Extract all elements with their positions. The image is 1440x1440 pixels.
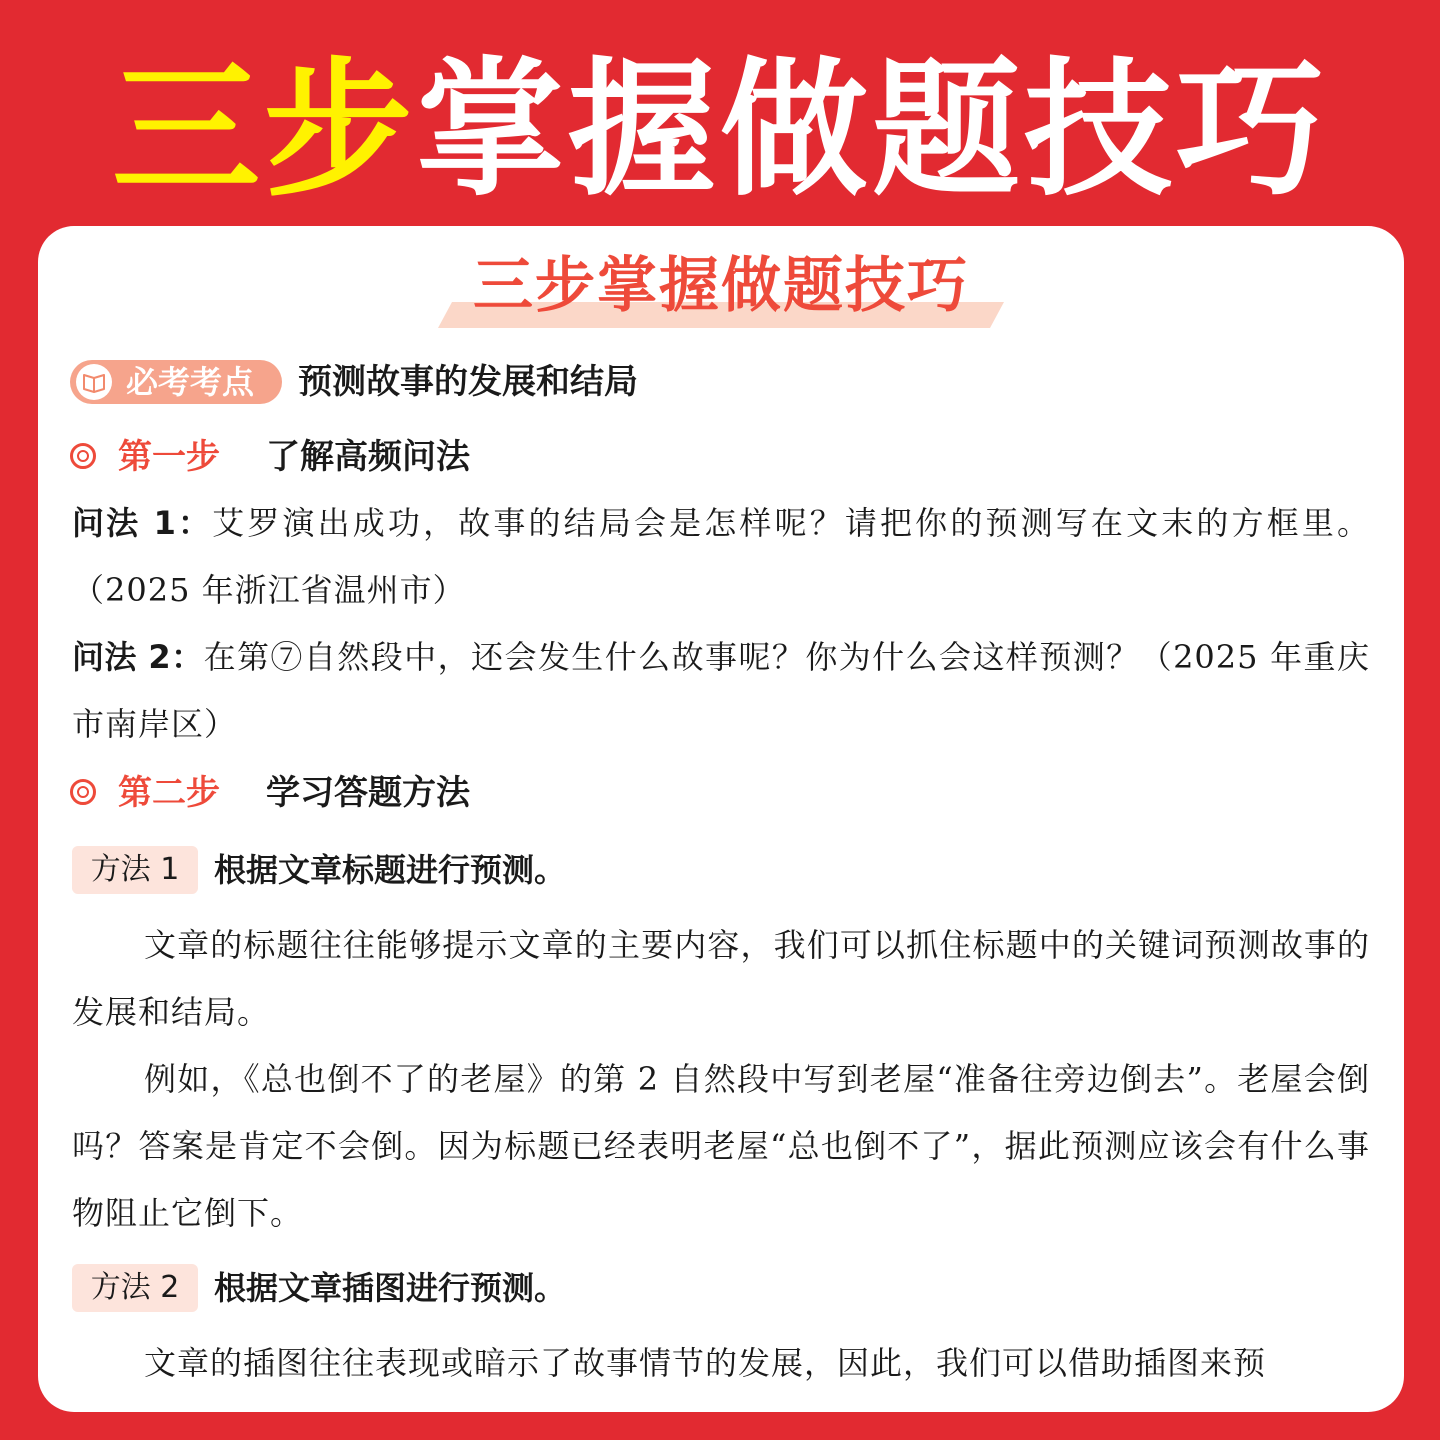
method-one-title: 根据文章标题进行预测。: [214, 851, 567, 889]
target-circle-icon: [70, 443, 96, 469]
question-two: [72, 624, 1370, 758]
keypoint-label: 必考考点: [126, 363, 255, 401]
banner-title: [0, 40, 1440, 220]
question-one-label: 问法 1：: [72, 504, 213, 542]
method-one-paragraph-two: 例如，《总也倒不了的老屋》的第 2 自然段中写到老屋“准备往旁边倒去”。老屋会倒吗？答案是肯定不会倒。因为标题已经表明老屋“总也倒不了”，据此预测应该会有什么事物阻止它倒下。: [72, 1060, 1370, 1232]
step-two-label: 第二步: [118, 773, 220, 813]
step-two-title: 学习答题方法: [266, 773, 470, 813]
method-two-tag: 方法 2: [72, 1264, 198, 1312]
card-title: 三步掌握做题技巧: [473, 251, 969, 321]
keypoint-row: [70, 360, 770, 408]
step-one-header: [70, 434, 770, 484]
step-one-title: 了解高频问法: [266, 437, 470, 477]
banner-title-rest: 掌握做题技巧: [416, 44, 1328, 216]
target-circle-icon: [70, 779, 96, 805]
question-one: [72, 490, 1370, 624]
question-two-label: 问法 2：: [72, 638, 204, 676]
keypoint-badge: [70, 360, 282, 404]
method-one-tag: 方法 1: [72, 846, 198, 894]
keypoint-text: 预测故事的发展和结局: [298, 362, 638, 402]
card-title-block: [438, 246, 1004, 336]
question-one-text: 艾罗演出成功，故事的结局会是怎样呢？请把你的预测写在文末的方框里。（2025 年浙江省温州市）: [72, 504, 1370, 609]
step-one-label: 第一步: [118, 437, 220, 477]
method-one-header: [72, 846, 872, 896]
step-two-header: [70, 770, 770, 820]
method-two-header: [72, 1264, 872, 1314]
method-two-paragraph-one: 文章的插图往往表现或暗示了故事情节的发展，因此，我们可以借助插图来预: [144, 1344, 1267, 1382]
book-icon: [76, 364, 112, 400]
content-card: [38, 226, 1404, 1412]
banner-title-highlight: 三步: [112, 44, 416, 216]
question-two-text: 在第⑦自然段中，还会发生什么故事呢？你为什么会这样预测？（2025 年重庆市南岸区）: [72, 638, 1370, 743]
method-one-paragraph-one: 文章的标题往往能够提示文章的主要内容，我们可以抓住标题中的关键词预测故事的发展和结局。: [72, 926, 1370, 1031]
method-two-title: 根据文章插图进行预测。: [214, 1269, 567, 1307]
